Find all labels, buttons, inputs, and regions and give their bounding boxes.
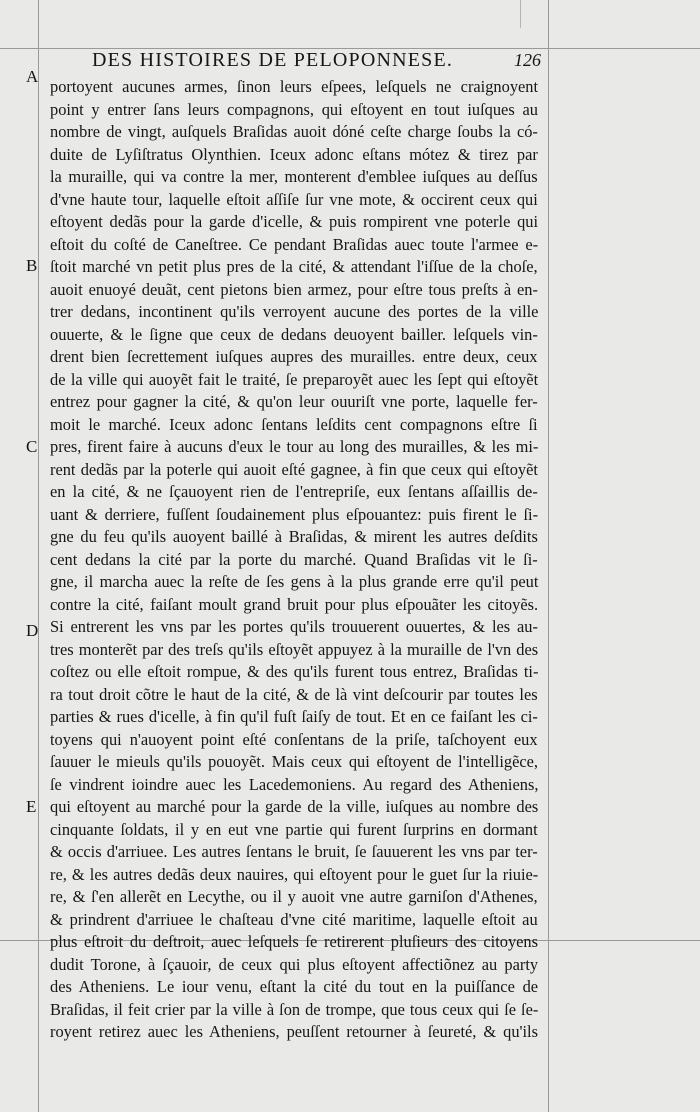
text-line: Braſidas, il feit crier par la ville à ſon de trompe, que tous ceux qui ſe ſe- bbox=[50, 999, 539, 1019]
margin-letter-e: E bbox=[26, 797, 37, 816]
text-line: gne du feu qu'ils auoyent baillé à Braſidas, & mirent les autres deſdits bbox=[50, 527, 538, 546]
text-line: toyens qui n'auoyent point eſté conſentans de la priſe, taſchoyent eux bbox=[50, 729, 538, 749]
text-line: de la ville qui auoyẽt fait le traité, ſe preparoyẽt auec les ſept qui eſtoyẽt bbox=[50, 369, 539, 389]
text-line: entrez pour gagner la cité, & qu'on leur ouuriſt vne porte, laquelle fer- bbox=[50, 392, 538, 411]
text-line: nombre de vingt, auſquels Braſidas auoit dóné ceſte charge ſoubs la có- bbox=[50, 122, 538, 141]
text-line: ſauuer le mieuls qu'ils pouoyẽt. Mais ceux qui eſtoyent de l'intelligẽce, bbox=[50, 752, 538, 771]
text-line: cinquante ſoldats, il y en eut vne partie qui furent ſurprins en dormant bbox=[50, 819, 538, 839]
text-line: plus eſtroit du deſtroit, auec leſquels ſe retirerent pluſieurs des citoyens bbox=[50, 932, 538, 951]
margin-letter-b: B bbox=[26, 256, 38, 275]
text-line: drent bien ſecrettement iuſques aupres des murailles. entre deux, ceux bbox=[50, 347, 538, 366]
text-line: & occis d'arriuee. Les autres ſentans le bruit, ſe ſauuerent les vns par ter- bbox=[50, 842, 538, 861]
text-line: la muraille, qui va contre la mer, monterent d'emblee iuſques au deſſus bbox=[50, 167, 538, 186]
right-border-rule bbox=[548, 0, 549, 1112]
text-line: cent dedans la cité par la porte du marché. Quand Braſidas vit le ſi- bbox=[50, 549, 538, 569]
text-line: dudit Torone, à ſçauoir, de ceux qui plus eſtoyent affectiõnez au party bbox=[50, 954, 539, 974]
body-text bbox=[50, 76, 540, 1044]
text-line: parties & rues d'icelle, à fin qu'il fuſt ſaiſy de tout. Et en ce faiſant les ci- bbox=[50, 707, 538, 726]
text-line: ſtoit marché vn petit plus pres de la cité, & attendant l'iſſue de la choſe, bbox=[50, 257, 538, 276]
top-crop-rule bbox=[520, 0, 521, 28]
text-line: gne, il marcha auec la reſte de ſes gens à la plus grande erre qu'il peut bbox=[50, 572, 539, 591]
text-line: coſtez ou elle eſtoit rompue, & des qu'ils furent tous entrez, Braſidas ti- bbox=[50, 662, 539, 681]
page-header bbox=[92, 49, 552, 73]
text-line: re, & les autres dedãs deux nauires, qui eſtoyent pour le guet ſur la riuie- bbox=[50, 864, 539, 884]
text-line: moit le marché. Iceux adonc ſentans leſdits cent compagnons eſtre ſi bbox=[50, 414, 538, 434]
text-line: eſtoit du coſté de Caneſtree. Ce pendant Braſidas auec toute l'armee e- bbox=[50, 234, 539, 254]
text-line: uant & derriere, fuſſent ſoudainement plus eſpouantez: puis firent le ſi- bbox=[50, 504, 539, 524]
text-line: en la cité, & ne ſçauoyent rien de l'entrepriſe, eux ſentans aſſaillis de- bbox=[50, 482, 538, 501]
text-line: & prindrent d'arriuee le chaſteau d'vne cité maritime, laquelle eſtoit au bbox=[50, 909, 538, 929]
text-line: royent retirez auec les Atheniens, peuſſent retourner à ſeureté, & qu'ils bbox=[50, 1022, 538, 1041]
text-line: eſtoyent dedãs pour la garde d'icelle, & puis rompirent vne poterle qui bbox=[50, 212, 539, 231]
text-line: re, & ſ'en allerẽt en Lecythe, ou il y auoit vne autre garniſon d'Athenes, bbox=[50, 887, 538, 906]
margin-letter-a: A bbox=[26, 67, 39, 86]
text-line: ra tout droit cõtre le haut de la cité, & de là vint deſcourir par toutes les bbox=[50, 684, 538, 704]
margin-letter-c: C bbox=[26, 437, 38, 456]
page-number: 126 bbox=[514, 50, 541, 70]
text-line: trer dedans, incontinent qu'ils verroyent aucune des portes de la ville bbox=[50, 302, 539, 321]
text-line: ſe vindrent ioindre auec les Lacedemoniens. Au regard des Atheniens, bbox=[50, 774, 539, 794]
text-line: Si entrerent les vns par les portes qu'ils trouuerent ouuertes, & les au- bbox=[50, 617, 538, 636]
text-line: pres, firent faire à aucuns d'eux le tour au long des murailles, & les mi- bbox=[50, 437, 539, 456]
text-line: d'vne haute tour, laquelle eſtoit aſſiſe ſur vne mote, & occirent ceux qui bbox=[50, 189, 538, 209]
margin-letter-d: D bbox=[26, 621, 39, 640]
text-line: point y entrer ſans leurs compagnons, qui eſtoyent en tout iuſques au bbox=[50, 99, 538, 119]
text-line: auoit enuoyé deuãt, cent pietons bien armez, pour eſtre tous preſts à en- bbox=[50, 279, 538, 299]
text-line: rent dedãs par la poterle qui auoit eſté gagnee, à fin que ceux qui eſtoyẽt bbox=[50, 459, 538, 479]
text-line: contre la cité, faiſant moult grand bruit pour plus eſpouãter les citoyẽs. bbox=[50, 594, 539, 614]
text-line: ouuerte, & le ſigne que ceux de dedans deuoyent bailler. leſquels vin- bbox=[50, 324, 538, 344]
text-line: portoyent aucunes armes, ſinon leurs eſpees, leſquels ne craignoyent bbox=[50, 77, 539, 96]
running-title: DES HISTOIRES DE PELOPONNESE. bbox=[92, 49, 454, 71]
left-border-rule bbox=[38, 0, 39, 1112]
text-line: duite de Lyſiſtratus Olynthien. Iceux adonc eſtans mótez & tirez par bbox=[50, 144, 538, 164]
text-line: qui eſtoyent au marché pour la garde de la ville, iuſques au nombre des bbox=[50, 797, 539, 816]
text-line: tres monterẽt par des treſs qu'ils eſtoyẽt appuyez à la muraille de l'vn des bbox=[50, 639, 539, 659]
text-line: des Atheniens. Le iour venu, eſtant la cité du tout en la puiſſance de bbox=[50, 977, 539, 996]
